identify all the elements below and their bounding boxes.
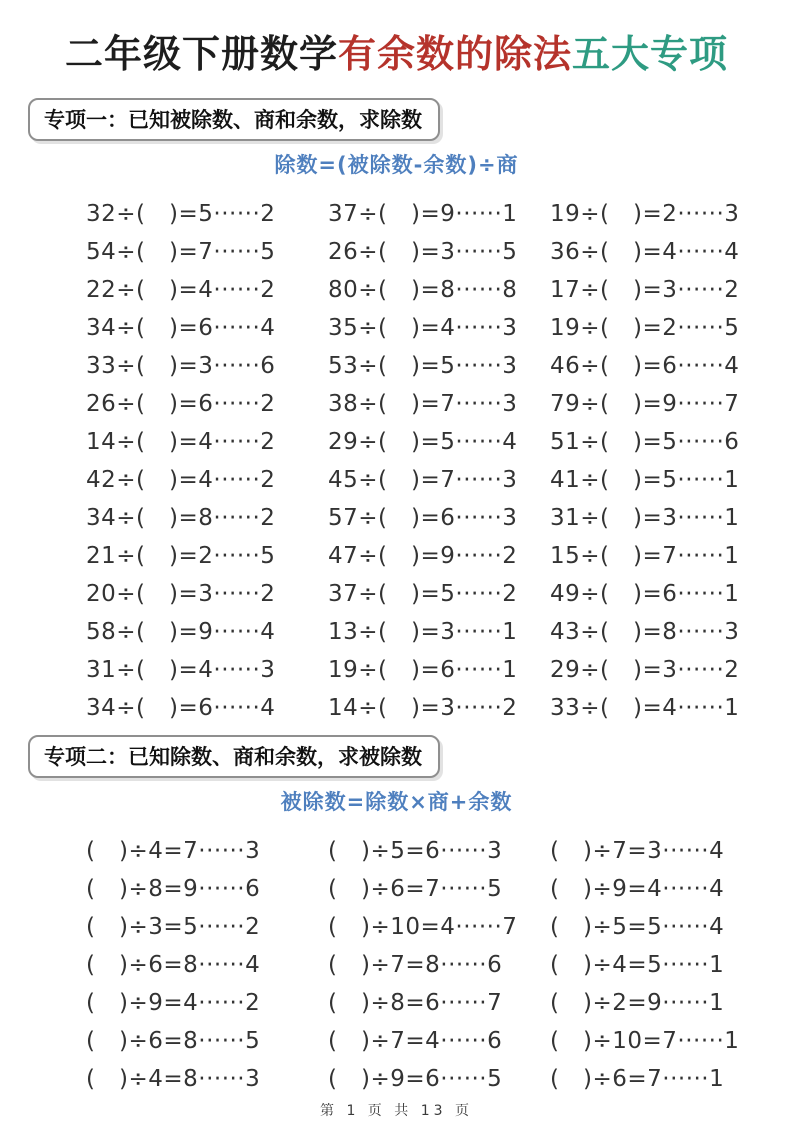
problem-row [86,1058,763,1096]
problem-cell: 34÷( )=8······2 [86,505,276,531]
problem-cell: 19÷( )=2······3 [550,201,740,227]
problem-cell: ( )÷6=7······1 [550,1066,725,1092]
page-title [0,30,793,78]
problem-cell: ( )÷10=4······7 [328,914,518,940]
problem-cell: 17÷( )=3······2 [550,277,740,303]
problem-cell: 46÷( )=6······4 [550,353,740,379]
page-number-footer: 第 1 页 共 13 页 [320,1102,473,1119]
problem-row [86,345,763,383]
section2-header-box [28,735,440,778]
problem-cell: ( )÷5=5······4 [550,914,725,940]
problem-row [86,649,763,687]
problem-cell: 37÷( )=5······2 [328,581,518,607]
section2-formula: 被除数=除数×商+余数 [280,789,513,814]
problem-cell: 34÷( )=6······4 [86,315,276,341]
title-part-topic: 二年级下册数学 [64,31,338,76]
problem-cell: ( )÷6=7······5 [328,876,503,902]
problem-row [86,982,763,1020]
problem-cell: 35÷( )=4······3 [328,315,518,341]
problem-row [86,906,763,944]
problem-row [86,269,763,307]
problem-cell: 29÷( )=3······2 [550,657,740,683]
problem-cell: 57÷( )=6······3 [328,505,518,531]
problem-cell: 31÷( )=3······1 [550,505,740,531]
problem-row [86,193,763,231]
problem-cell: 34÷( )=6······4 [86,695,276,721]
problem-cell: ( )÷4=5······1 [550,952,725,978]
problem-cell: ( )÷7=4······6 [328,1028,503,1054]
title-part-subject: 有余数的除法 [337,31,572,76]
problem-cell: ( )÷6=8······5 [86,1028,261,1054]
problem-row [86,944,763,982]
problem-row [86,383,763,421]
section2-problem-grid [86,830,763,1096]
problem-row [86,573,763,611]
problem-cell: 33÷( )=3······6 [86,353,276,379]
problem-cell: ( )÷4=7······3 [86,838,261,864]
problem-cell: 13÷( )=3······1 [328,619,518,645]
problem-cell: 51÷( )=5······6 [550,429,740,455]
problem-cell: 32÷( )=5······2 [86,201,276,227]
problem-row [86,1020,763,1058]
problem-row [86,307,763,345]
section1-problem-grid [86,193,763,725]
section1-header-label: 专项一：已知被除数、商和余数，求除数 [44,107,422,132]
problem-cell: 14÷( )=4······2 [86,429,276,455]
problem-row [86,687,763,725]
problem-cell: 31÷( )=4······3 [86,657,276,683]
problem-cell: 15÷( )=7······1 [550,543,740,569]
section1-formula: 除数=(被除数-余数)÷商 [274,152,519,177]
problem-cell: 19÷( )=2······5 [550,315,740,341]
problem-cell: ( )÷9=6······5 [328,1066,503,1092]
problem-cell: 47÷( )=9······2 [328,543,518,569]
problem-cell: 26÷( )=6······2 [86,391,276,417]
problem-cell: 41÷( )=5······1 [550,467,740,493]
problem-cell: 14÷( )=3······2 [328,695,518,721]
problem-cell: ( )÷6=8······4 [86,952,261,978]
problem-row [86,868,763,906]
problem-cell: 58÷( )=9······4 [86,619,276,645]
problem-cell: 42÷( )=4······2 [86,467,276,493]
problem-row [86,231,763,269]
problem-row [86,830,763,868]
problem-cell: ( )÷4=8······3 [86,1066,261,1092]
problem-cell: 38÷( )=7······3 [328,391,518,417]
section2-header-label: 专项二：已知除数、商和余数，求被除数 [44,744,422,769]
title-part-series: 五大专项 [572,31,729,76]
problem-cell: 54÷( )=7······5 [86,239,276,265]
problem-cell: 21÷( )=2······5 [86,543,276,569]
problem-cell: 43÷( )=8······3 [550,619,740,645]
problem-cell: ( )÷2=9······1 [550,990,725,1016]
problem-cell: 49÷( )=6······1 [550,581,740,607]
problem-cell: 80÷( )=8······8 [328,277,518,303]
problem-cell: 37÷( )=9······1 [328,201,518,227]
problem-cell: 79÷( )=9······7 [550,391,740,417]
problem-cell: ( )÷9=4······2 [86,990,261,1016]
problem-cell: ( )÷10=7······1 [550,1028,740,1054]
problem-cell: 20÷( )=3······2 [86,581,276,607]
problem-cell: ( )÷9=4······4 [550,876,725,902]
problem-cell: 22÷( )=4······2 [86,277,276,303]
section1-header-box [28,98,440,141]
problem-cell: ( )÷8=9······6 [86,876,261,902]
problem-cell: 19÷( )=6······1 [328,657,518,683]
problem-cell: ( )÷7=8······6 [328,952,503,978]
problem-row [86,421,763,459]
problem-cell: 36÷( )=4······4 [550,239,740,265]
problem-row [86,497,763,535]
problem-cell: 53÷( )=5······3 [328,353,518,379]
problem-cell: 33÷( )=4······1 [550,695,740,721]
problem-cell: 29÷( )=5······4 [328,429,518,455]
problem-cell: ( )÷3=5······2 [86,914,261,940]
problem-row [86,535,763,573]
problem-cell: 45÷( )=7······3 [328,467,518,493]
problem-cell: ( )÷8=6······7 [328,990,503,1016]
problem-cell: ( )÷5=6······3 [328,838,503,864]
problem-row [86,611,763,649]
problem-row [86,459,763,497]
problem-cell: ( )÷7=3······4 [550,838,725,864]
problem-cell: 26÷( )=3······5 [328,239,518,265]
